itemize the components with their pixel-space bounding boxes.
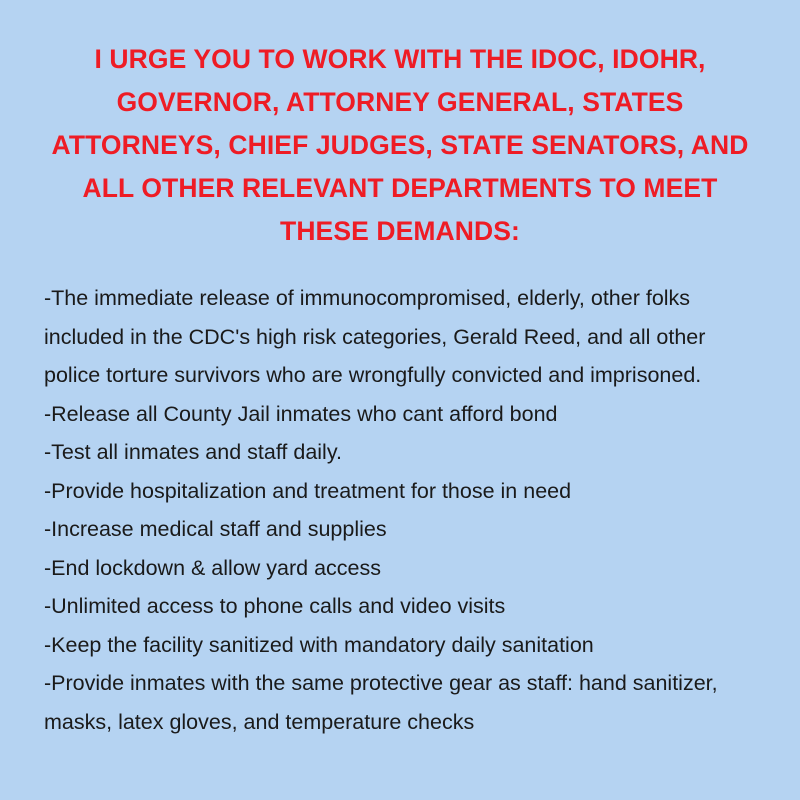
demand-item: -Release all County Jail inmates who cant afford bond [44, 401, 558, 426]
demand-item: -Keep the facility sanitized with mandatory daily sanitation [44, 632, 594, 657]
demands-list [42, 279, 758, 741]
demand-item: -Provide hospitalization and treatment for those in need [44, 478, 572, 503]
demand-item: -Increase medical staff and supplies [44, 517, 387, 541]
poster-headline: I URGE YOU TO WORK WITH THE IDOC, IDOHR, GOVERNOR, ATTORNEY GENERAL, STATES ATTORNEYS, CHIEF JUDGES, STATE SENATORS, AND ALL OTHER RELEVANT DEPARTMENTS TO MEET THESE DEMANDS: [51, 44, 749, 246]
demand-item: -End lockdown & allow yard access [44, 555, 381, 580]
demand-item: -Provide inmates with the same protective gear as staff: hand sanitizer, masks, latex gloves, and temperature checks [44, 671, 724, 734]
demand-item: -The immediate release of immunocompromised, elderly, other folks included in the CDC's high risk categories, Gerald Reed, and all other police torture survivors who are wrongfully convicted and imprisoned. [44, 286, 712, 387]
demand-item: -Unlimited access to phone calls and video visits [44, 594, 506, 618]
demand-item: -Test all inmates and staff daily. [44, 440, 342, 464]
